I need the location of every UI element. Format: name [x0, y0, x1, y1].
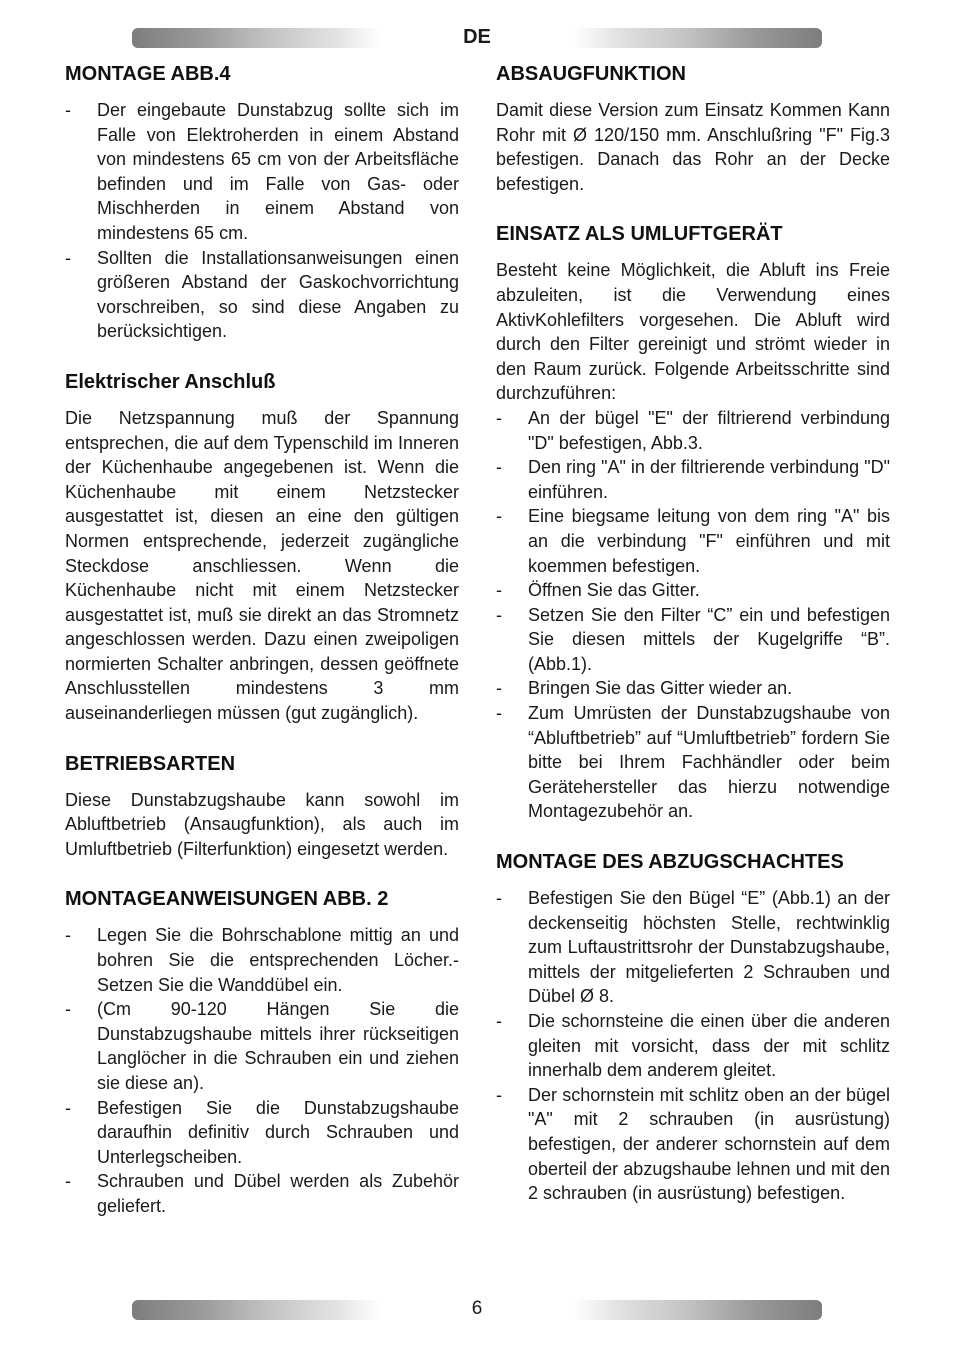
- bullet-list: [65, 923, 459, 1218]
- section-umluftgeraet: [496, 222, 890, 824]
- language-code: DE: [463, 26, 491, 48]
- section-betriebsarten: [65, 752, 459, 862]
- bullet-list: [65, 98, 459, 344]
- section-title: MONTAGEANWEISUNGEN ABB. 2: [65, 888, 389, 911]
- paragraph: Besteht keine Möglichkeit, die Abluft ins Freie abzuleiten, ist die Verwendung eines AktivKohlefilters vorgesehen. Die Abluft wird durch den Filter gereinigt und strömt wieder in den Raum zurück. Folgende Arbeitsschritte sind durchzuführen:: [496, 260, 890, 404]
- section-montage-abzugschachtes: [496, 850, 890, 1206]
- section-title: EINSATZ ALS UMLUFTGERÄT: [496, 223, 783, 246]
- list-item: - Die schornsteine die einen über die anderen gleiten mit vorsicht, dass der mit schlitz innerhalb dem anderem gleitet.: [496, 1009, 890, 1083]
- paragraph: Damit diese Version zum Einsatz Kommen Kann Rohr mit Ø 120/150 mm. Anschlußring "F" Fig.3 befestigen. Danach das Rohr an der Decke befestigen.: [496, 100, 890, 194]
- right-column: [496, 62, 890, 1232]
- section-montage-abb4: [65, 62, 459, 344]
- list-item: - Zum Umrüsten der Dunstabzugshaube von “Abluftbetrieb” auf “Umluftbetrieb” fordern Sie bitte bei Ihrem Fachhändler oder beim Gerätehersteller das hierzu notwendige Montagezubehör an.: [496, 701, 890, 824]
- list-item: - Eine biegsame leitung von dem ring "A" bis an die verbindung "F" einführen und mit koemmen befestigen.: [496, 504, 890, 578]
- section-title: MONTAGE DES ABZUGSCHACHTES: [496, 851, 844, 874]
- list-item: - Sollten die Installationsanweisungen einen größeren Abstand der Gaskochvorrichtung vorschreiben, so sind diese Angaben zu berücksichtigen.: [65, 246, 459, 344]
- list-item: - Setzen Sie den Filter “C” ein und befestigen Sie diesen mittels der Kugelgriffe “B”. (Abb.1).: [496, 603, 890, 677]
- list-item: - Der eingebaute Dunstabzug sollte sich im Falle von Elektroherden in einem Abstand von mindestens 65 cm von der Arbeitsfläche befinden und im Falle von Gas- oder Mischherden in einem Abstand von mindestens 65 cm.: [65, 98, 459, 246]
- section-title: ABSAUGFUNKTION: [496, 63, 686, 85]
- paragraph: Diese Dunstabzugshaube kann sowohl im Abluftbetrieb (Ansaugfunktion), als auch im Umluftbetrieb (Filterfunktion) eingesetzt werden.: [65, 789, 459, 859]
- paragraph: Die Netzspannung muß der Spannung entsprechen, die auf dem Typenschild im Inneren der Küchenhaube angegebenen ist. Wenn die Küchenhaube mit einem Netzstecker ausgestattet ist, diesen an eine den gültigen Normen entsprechende, jederzeit zugängliche Steckdose anschliessen. Wenn die Küchenhaube nicht mit einem Netzstecker ausgestattet ist, muß sie direkt an das Stromnetz angeschlossen werden. Dazu einen zweipoligen normierten Schalter anbringen, dessen geöffnete Anschlusstellen mindestens 3 mm auseinanderliegen müssen (gut zugänglich).: [65, 407, 459, 724]
- list-item: - Legen Sie die Bohrschablone mittig an und bohren Sie die entsprechenden Löcher.-Setzen Sie die Wanddübel ein.: [65, 923, 459, 997]
- list-item: - An der bügel "E" der filtrierend verbindung "D" befestigen, Abb.3.: [496, 406, 890, 455]
- section-absaugfunktion: [496, 62, 890, 196]
- list-item: - Der schornstein mit schlitz oben an der bügel "A" mit 2 schrauben (in ausrüstung) befestigen, der anderer schornstein auf dem oberteil der abzugshaube lehnen und mit den 2 schrauben (in ausrüstung) befestigen.: [496, 1083, 890, 1206]
- section-elektrischer-anschluss: [65, 370, 459, 726]
- list-item: - Schrauben und Dübel werden als Zubehör geliefert.: [65, 1169, 459, 1218]
- list-item: - Befestigen Sie die Dunstabzugshaube daraufhin definitiv durch Schrauben und Unterlegscheiben.: [65, 1096, 459, 1170]
- list-item: - Den ring "A" in der filtrierende verbindung "D" einführen.: [496, 455, 890, 504]
- list-item: - Öffnen Sie das Gitter.: [496, 578, 890, 603]
- bullet-list: [496, 886, 890, 1206]
- section-title: Elektrischer Anschluß: [65, 370, 276, 393]
- bullet-list: [496, 406, 890, 824]
- list-item: - Befestigen Sie den Bügel “E” (Abb.1) an der deckenseitig höchsten Stelle, rechtwinklig zum Luftaustrittsrohr der Dunstabzugshaube, mittels der mitgelieferten 2 Schrauben und Dübel Ø 8.: [496, 886, 890, 1009]
- section-title: MONTAGE ABB.4: [65, 63, 231, 85]
- left-column: [65, 62, 459, 1245]
- page-number: 6: [471, 1298, 483, 1319]
- list-item: - (Cm 90-120 Hängen Sie die Dunstabzugshaube mittels ihrer rückseitigen Langlöcher in die Schrauben ein und ziehen sie diese an).: [65, 997, 459, 1095]
- section-montageanweisungen: [65, 887, 459, 1218]
- list-item: - Bringen Sie das Gitter wieder an.: [496, 676, 890, 701]
- section-title: BETRIEBSARTEN: [65, 752, 236, 775]
